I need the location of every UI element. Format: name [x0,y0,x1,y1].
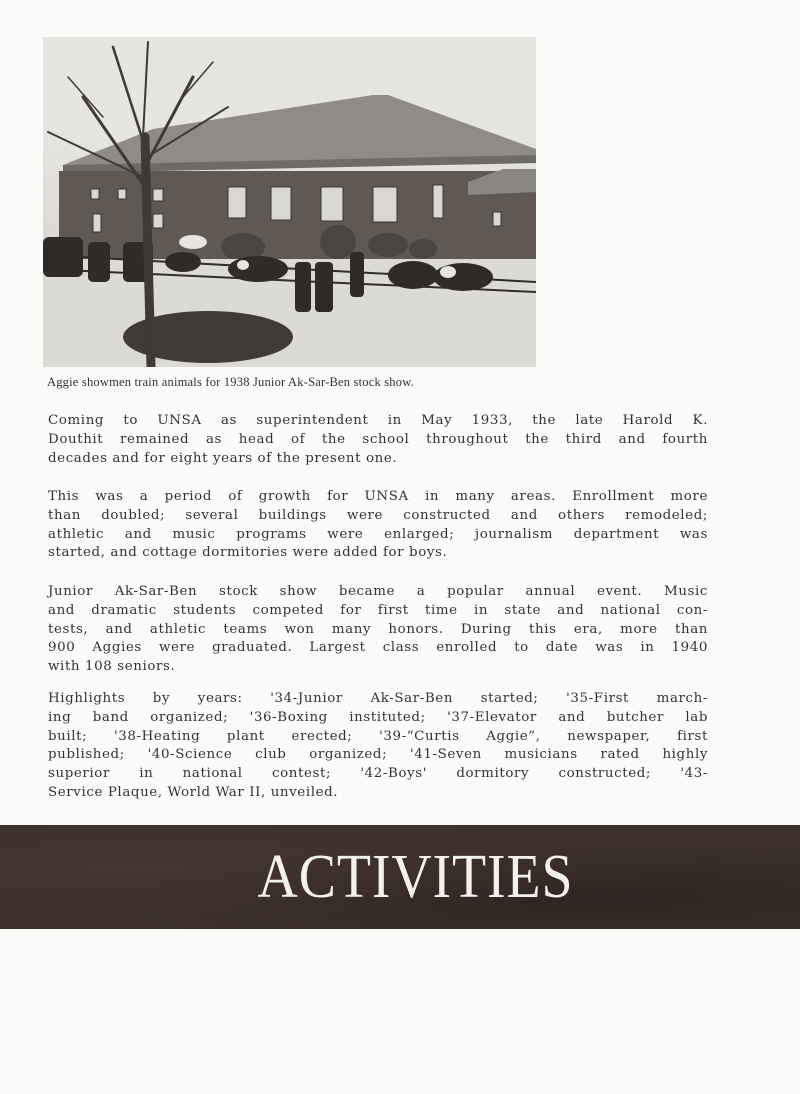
text-line: than doubled; several buildings were constructed and others remodeled; [48,507,708,523]
paragraph-superintendent [48,412,708,468]
text-line: Junior Ak-Sar-Ben stock show became a popular annual event. Music [48,584,708,599]
text-line: Service Plaque, World War II, unveiled. [48,784,339,800]
text-line: superior in national contest; '42-Boys' dormitory constructed; '43- [48,766,708,782]
text-line: This was a period of growth for UNSA in many areas. Enrollment more [48,489,708,504]
text-line: Coming to UNSA as superintendent in May 1933, the late Harold K. [48,413,708,428]
text-line: tests, and athletic teams won many honors. During this era, more than [48,621,708,637]
text-line: Douthit remained as head of the school throughout the third and fourth [48,431,708,447]
paragraph-growth [48,488,708,563]
text-line: with 108 seniors. [48,659,176,675]
section-banner [0,825,800,929]
text-line: and dramatic students competed for first time in state and national con- [48,602,708,618]
text-line: Highlights by years: '34-Junior Ak-Sar-Ben started; '35-First march- [48,691,708,706]
text-line: 900 Aggies were graduated. Largest class enrolled to date was in 1940 [48,640,708,656]
text-line: athletic and music programs were enlarged; journalism department was [48,526,708,542]
text-line: decades and for eight years of the present one. [48,450,398,466]
text-line: ing band organized; '36-Boxing instituted; '37-Elevator and butcher lab [48,709,708,725]
paragraph-highlights [48,690,708,803]
photo-caption: Aggie showmen train animals for 1938 Junior Ak-Sar-Ben stock show. [47,375,414,389]
text-line: built; '38-Heating plant erected; '39-“Curtis Aggie”, newspaper, first [48,728,708,744]
photo-illustration [43,37,536,367]
section-title: ACTIVITIES [257,842,573,911]
paragraph-stock-show [48,583,708,677]
photo-stock-show [43,37,536,367]
text-line: started, and cottage dormitories were added for boys. [48,545,448,561]
text-line: published; '40-Science club organized; '41-Seven musicians rated highly [48,747,708,763]
